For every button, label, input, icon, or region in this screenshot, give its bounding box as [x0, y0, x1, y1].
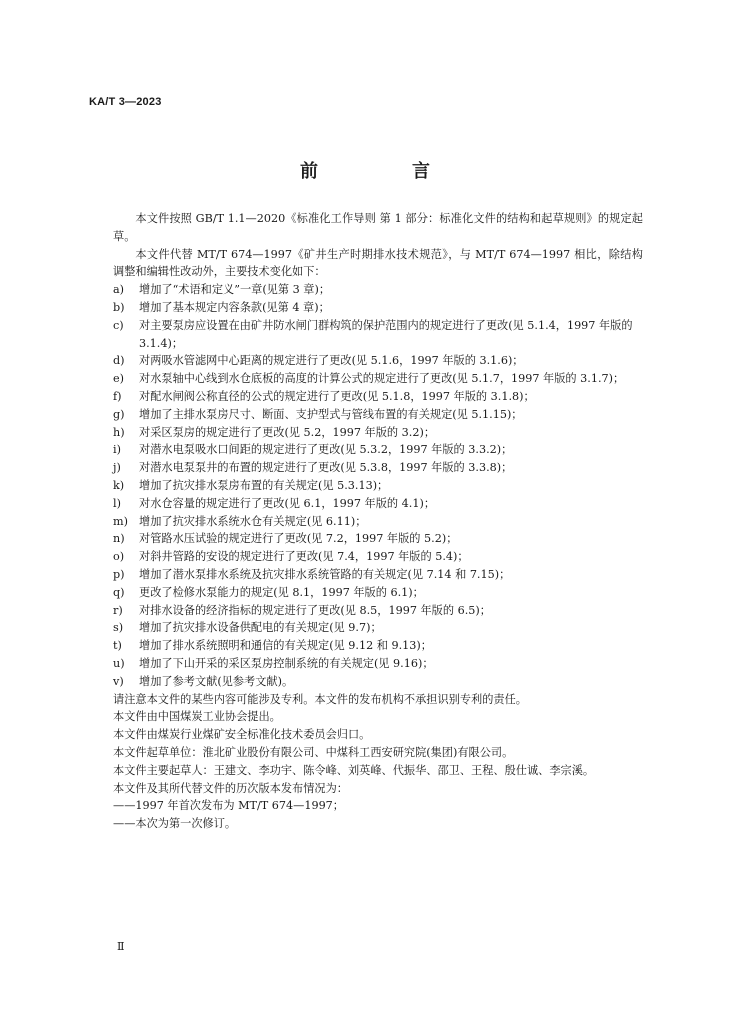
list-item-marker: n): [113, 532, 125, 546]
page-title: 前 言: [300, 161, 468, 182]
closing-line: ——本次为第一次修订。: [113, 817, 237, 831]
list-item: [113, 673, 643, 691]
list-item-text: 增加了潜水泵排水系统及抗灾排水系统管路的有关规定(见 7.14 和 7.15)；: [139, 567, 511, 581]
closing-line: 本文件起草单位：淮北矿业股份有限公司、中煤科工西安研究院(集团)有限公司。: [113, 745, 514, 759]
list-item-marker: h): [113, 425, 125, 439]
list-item-marker: f): [113, 389, 122, 403]
list-item: [113, 441, 643, 459]
list-item: [113, 566, 643, 584]
list-item-text: 增加了抗灾排水泵房布置的有关规定(见 5.3.13)；: [139, 478, 389, 492]
list-item-text: 增加了基本规定内容条款(见第 4 章)；: [139, 300, 330, 314]
list-item-text: 对两吸水管滤网中心距离的规定进行了更改(见 5.1.6，1997 年版的 3.1.6)；: [139, 354, 524, 368]
paragraph-replacement: 本文件代替 MT/T 674—1997《矿井生产时期排水技术规范》，与 MT/T 674—1997 相比，除结构调整和编辑性改动外，主要技术变化如下：: [113, 247, 643, 279]
list-item-text: 增加了“术语和定义”一章(见第 3 章)；: [139, 283, 331, 297]
closing-block: [113, 691, 643, 833]
list-item-marker: o): [113, 550, 125, 564]
closing-line: 本文件由煤炭行业煤矿安全标准化技术委员会归口。: [113, 728, 371, 742]
list-item: [113, 602, 643, 620]
list-item-marker: g): [113, 407, 125, 421]
list-item: [113, 584, 643, 602]
list-item-marker: k): [113, 478, 125, 492]
list-item-text: 对管路水压试验的规定进行了更改(见 7.2，1997 年版的 5.2)；: [139, 532, 458, 546]
list-item-marker: r): [113, 603, 123, 617]
list-item: [113, 299, 643, 317]
page-number: Ⅱ: [117, 940, 125, 953]
list-item-text: 对排水设备的经济指标的规定进行了更改(见 8.5，1997 年版的 6.5)；: [139, 603, 491, 617]
closing-line: 本文件及其所代替文件的历次版本发布情况为：: [113, 781, 348, 795]
list-item-text: 对潜水电泵泵井的布置的规定进行了更改(见 5.3.8，1997 年版的 3.3.8)；: [139, 461, 513, 475]
list-item: [113, 424, 643, 442]
list-item-text: 增加了抗灾排水设备供配电的有关规定(见 9.7)；: [139, 621, 382, 635]
list-item-marker: p): [113, 567, 125, 581]
list-item-marker: b): [113, 300, 125, 314]
list-item: [113, 495, 643, 513]
list-item: [113, 637, 643, 655]
list-item-text: 更改了检修水泵能力的规定(见 8.1，1997 年版的 6.1)；: [139, 585, 424, 599]
list-item-text: 对采区泵房的规定进行了更改(见 5.2，1997 年版的 3.2)；: [139, 425, 436, 439]
change-list: [113, 281, 643, 690]
list-item-marker: t): [113, 639, 122, 653]
list-item-text: 对主要泵房应设置在由矿井防水闸门群构筑的保护范围内的规定进行了更改(见 5.1.4，1997 年版的 3.1.4)；: [139, 318, 633, 350]
list-item: [113, 513, 643, 531]
list-item-marker: l): [113, 496, 121, 510]
foreword-body: [113, 210, 643, 833]
list-item-marker: a): [113, 283, 125, 297]
list-item-marker: u): [113, 656, 125, 670]
document-code: KA/T 3—2023: [89, 96, 162, 108]
list-item-text: 对斜井管路的安设的规定进行了更改(见 7.4，1997 年版的 5.4)；: [139, 550, 469, 564]
list-item-marker: c): [113, 318, 124, 332]
list-item-marker: v): [113, 674, 124, 688]
list-item: [113, 530, 643, 548]
list-item-text: 对水泵轴中心线到水仓底板的高度的计算公式的规定进行了更改(见 5.1.7，1997 年版的 3.1.7)；: [139, 372, 625, 386]
list-item: [113, 317, 643, 353]
list-item-marker: i): [113, 443, 121, 457]
list-item: [113, 655, 643, 673]
list-item-marker: j): [113, 461, 121, 475]
list-item-text: 对水仓容量的规定进行了更改(见 6.1，1997 年版的 4.1)；: [139, 496, 436, 510]
list-item-marker: d): [113, 354, 125, 368]
list-item-text: 增加了排水系统照明和通信的有关规定(见 9.12 和 9.13)；: [139, 639, 432, 653]
closing-line: 本文件主要起草人：王建文、李功宇、陈令峰、刘英峰、代振华、邵卫、王程、殷仕诚、李宗溪。: [113, 763, 595, 777]
list-item-text: 增加了参考文献(见参考文献)。: [139, 674, 294, 688]
paragraph-drafting-rules: 本文件按照 GB/T 1.1—2020《标准化工作导则 第 1 部分：标准化文件的结构和起草规则》的规定起草。: [113, 212, 643, 243]
list-item: [113, 619, 643, 637]
list-item: [113, 406, 643, 424]
list-item-text: 对潜水电泵吸水口间距的规定进行了更改(见 5.3.2，1997 年版的 3.3.2)；: [139, 443, 513, 457]
list-item-text: 增加了主排水泵房尺寸、断面、支护型式与管线布置的有关规定(见 5.1.15)；: [139, 407, 523, 421]
list-item: [113, 370, 643, 388]
closing-line: 请注意本文件的某些内容可能涉及专利。本文件的发布机构不承担识别专利的责任。: [113, 692, 527, 706]
list-item-text: 对配水闸阀公称直径的公式的规定进行了更改(见 5.1.8，1997 年版的 3.1.8)；: [139, 389, 535, 403]
list-item-marker: q): [113, 585, 125, 599]
list-item: [113, 477, 643, 495]
list-item-marker: m): [113, 514, 128, 528]
list-item: [113, 352, 643, 370]
list-item-marker: e): [113, 372, 124, 386]
list-item: [113, 281, 643, 299]
list-item: [113, 388, 643, 406]
closing-line: 本文件由中国煤炭工业协会提出。: [113, 710, 281, 724]
list-item-text: 增加了抗灾排水系统水仓有关规定(见 6.11)；: [139, 514, 367, 528]
list-item: [113, 459, 643, 477]
list-item-text: 增加了下山开采的采区泵房控制系统的有关规定(见 9.16)；: [139, 656, 434, 670]
list-item: [113, 548, 643, 566]
list-item-marker: s): [113, 621, 124, 635]
closing-line: ——1997 年首次发布为 MT/T 674—1997；: [113, 799, 344, 813]
